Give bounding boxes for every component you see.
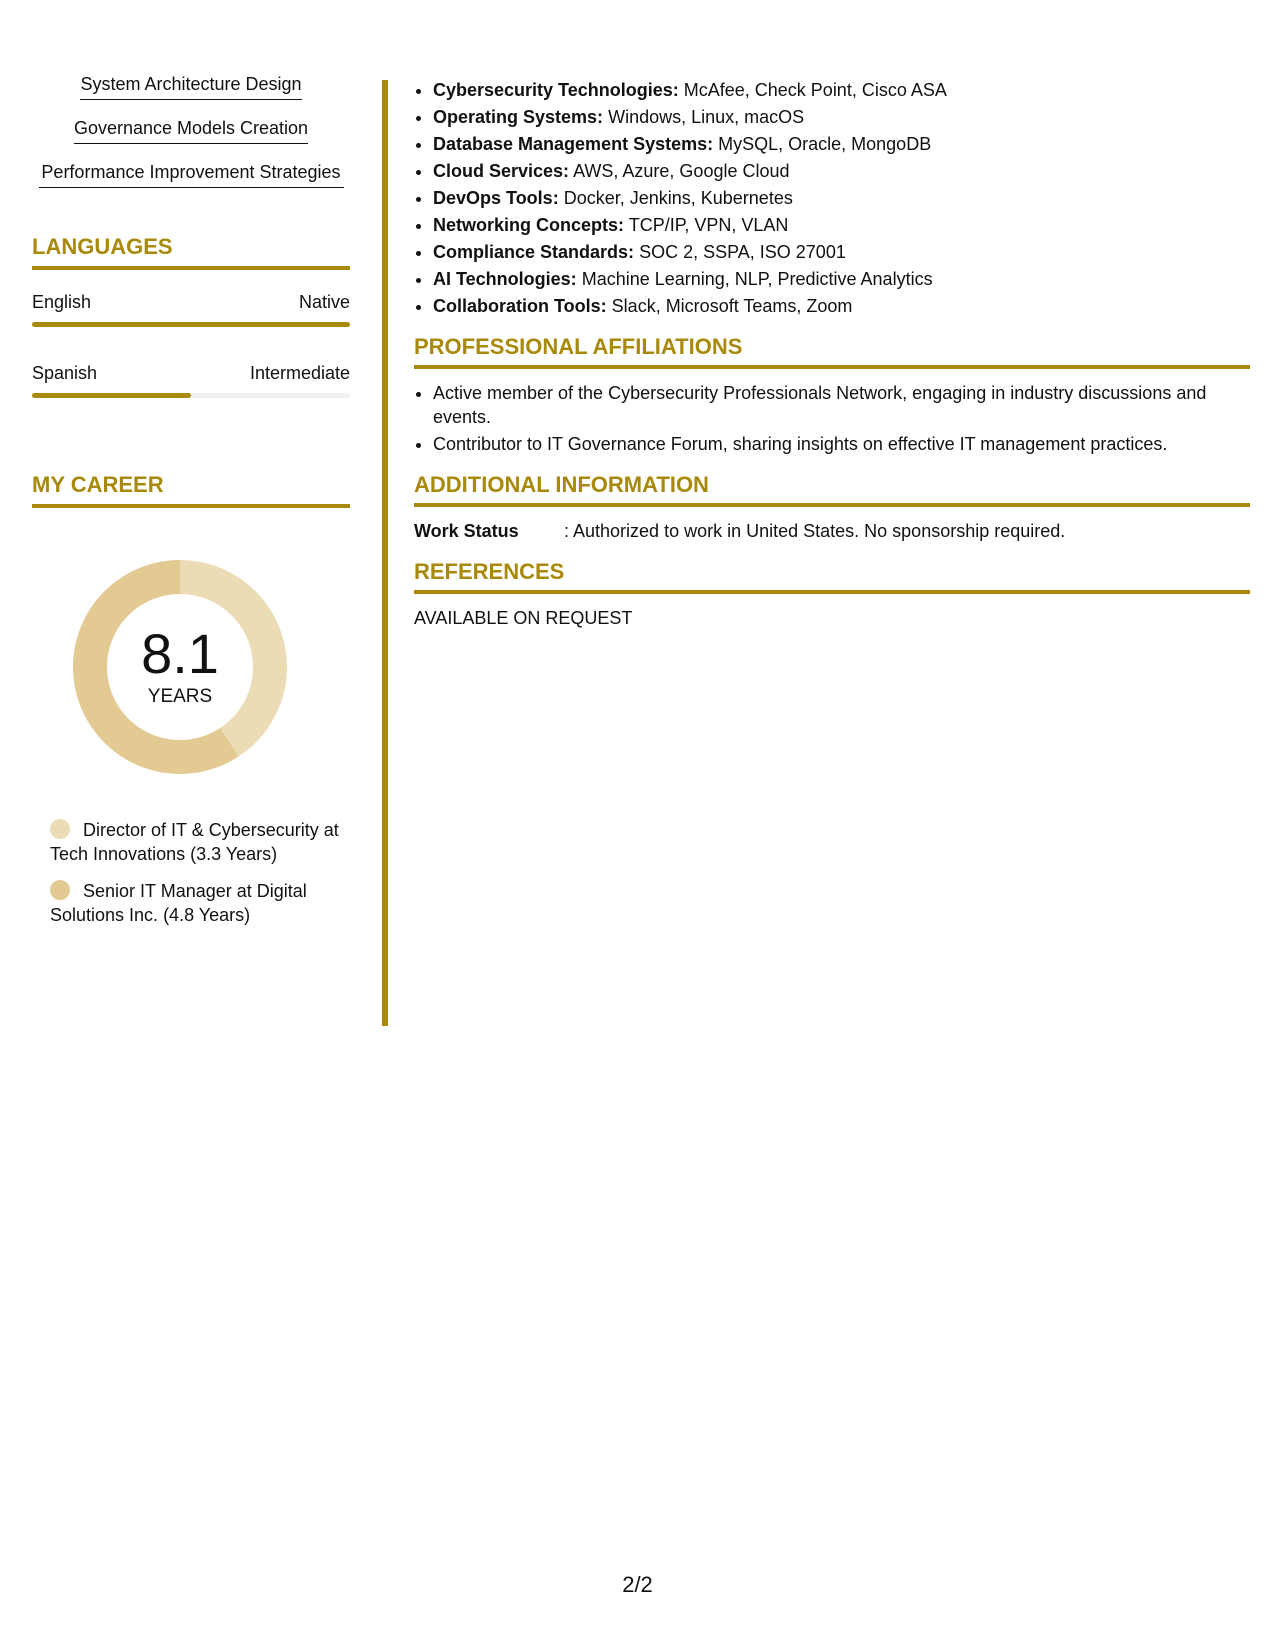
language-level: Intermediate [249, 363, 350, 383]
legend-dot-icon [50, 819, 70, 839]
affiliation-item: • Contributor to IT Governance Forum, sharing insights on effective IT management practices. [433, 432, 1250, 456]
skill-item: System Architecture Design [32, 72, 350, 100]
tech-skill-item: • Compliance Standards: SOC 2, SSPA, ISO 27001 [433, 240, 1250, 264]
career-total-unit: YEARS [147, 686, 213, 707]
career-heading: MY CAREER [32, 472, 350, 508]
skill-item: Performance Improvement Strategies [32, 160, 350, 188]
career-legend [50, 818, 340, 927]
references-text: AVAILABLE ON REQUEST [414, 608, 633, 628]
tech-skill-item: • Cloud Services: AWS, Azure, Google Cloud [433, 159, 1250, 183]
language-english [32, 290, 350, 327]
language-proficiency-bar [32, 393, 350, 398]
legend-dot-icon [50, 880, 70, 900]
career-role-label: Senior IT Manager at Digital Solutions Inc. (4.8 Years) [50, 881, 307, 925]
sidebar [32, 72, 350, 940]
languages-heading: LANGUAGES [32, 234, 350, 270]
tech-skill-item: • Networking Concepts: TCP/IP, VPN, VLAN [433, 213, 1250, 237]
additional-info-heading: ADDITIONAL INFORMATION [414, 472, 1250, 507]
skills-list [32, 72, 350, 188]
affiliations-heading: PROFESSIONAL AFFILIATIONS [414, 334, 1250, 369]
technical-skills-list [414, 78, 1250, 318]
tech-skill-item: • Database Management Systems: MySQL, Oracle, MongoDB [433, 132, 1250, 156]
career-legend-item [50, 879, 340, 927]
main-column [414, 78, 1250, 630]
career-legend-item [50, 818, 340, 866]
language-level: Native [298, 292, 350, 312]
tech-skill-item: • Operating Systems: Windows, Linux, macOS [433, 105, 1250, 129]
column-divider [382, 80, 388, 1026]
work-status-label: Work Status [414, 521, 519, 541]
tech-skill-item: • AI Technologies: Machine Learning, NLP, Predictive Analytics [433, 267, 1250, 291]
career-role-label: Director of IT & Cybersecurity at Tech Innovations (3.3 Years) [50, 820, 339, 864]
work-status-row [414, 519, 1250, 543]
skill-item: Governance Models Creation [32, 116, 350, 144]
language-proficiency-fill [32, 322, 350, 327]
career-total-years: 8.1 [141, 622, 219, 685]
language-name: English [32, 292, 92, 312]
affiliation-item: • Active member of the Cybersecurity Professionals Network, engaging in industry discussions and events. [433, 381, 1250, 429]
language-name: Spanish [32, 363, 98, 383]
work-status-value: : Authorized to work in United States. No sponsorship required. [564, 521, 1066, 541]
career-donut-center [65, 624, 295, 708]
tech-skill-item: • DevOps Tools: Docker, Jenkins, Kubernetes [433, 186, 1250, 210]
career-donut-chart [65, 552, 295, 782]
tech-skill-item: • Collaboration Tools: Slack, Microsoft Teams, Zoom [433, 294, 1250, 318]
affiliations-list [414, 381, 1250, 456]
language-spanish [32, 361, 350, 398]
language-proficiency-fill [32, 393, 191, 398]
references-heading: REFERENCES [414, 559, 1250, 594]
page-number: 2/2 [622, 1572, 653, 1597]
language-proficiency-bar [32, 322, 350, 327]
tech-skill-item: • Cybersecurity Technologies: McAfee, Check Point, Cisco ASA [433, 78, 1250, 102]
